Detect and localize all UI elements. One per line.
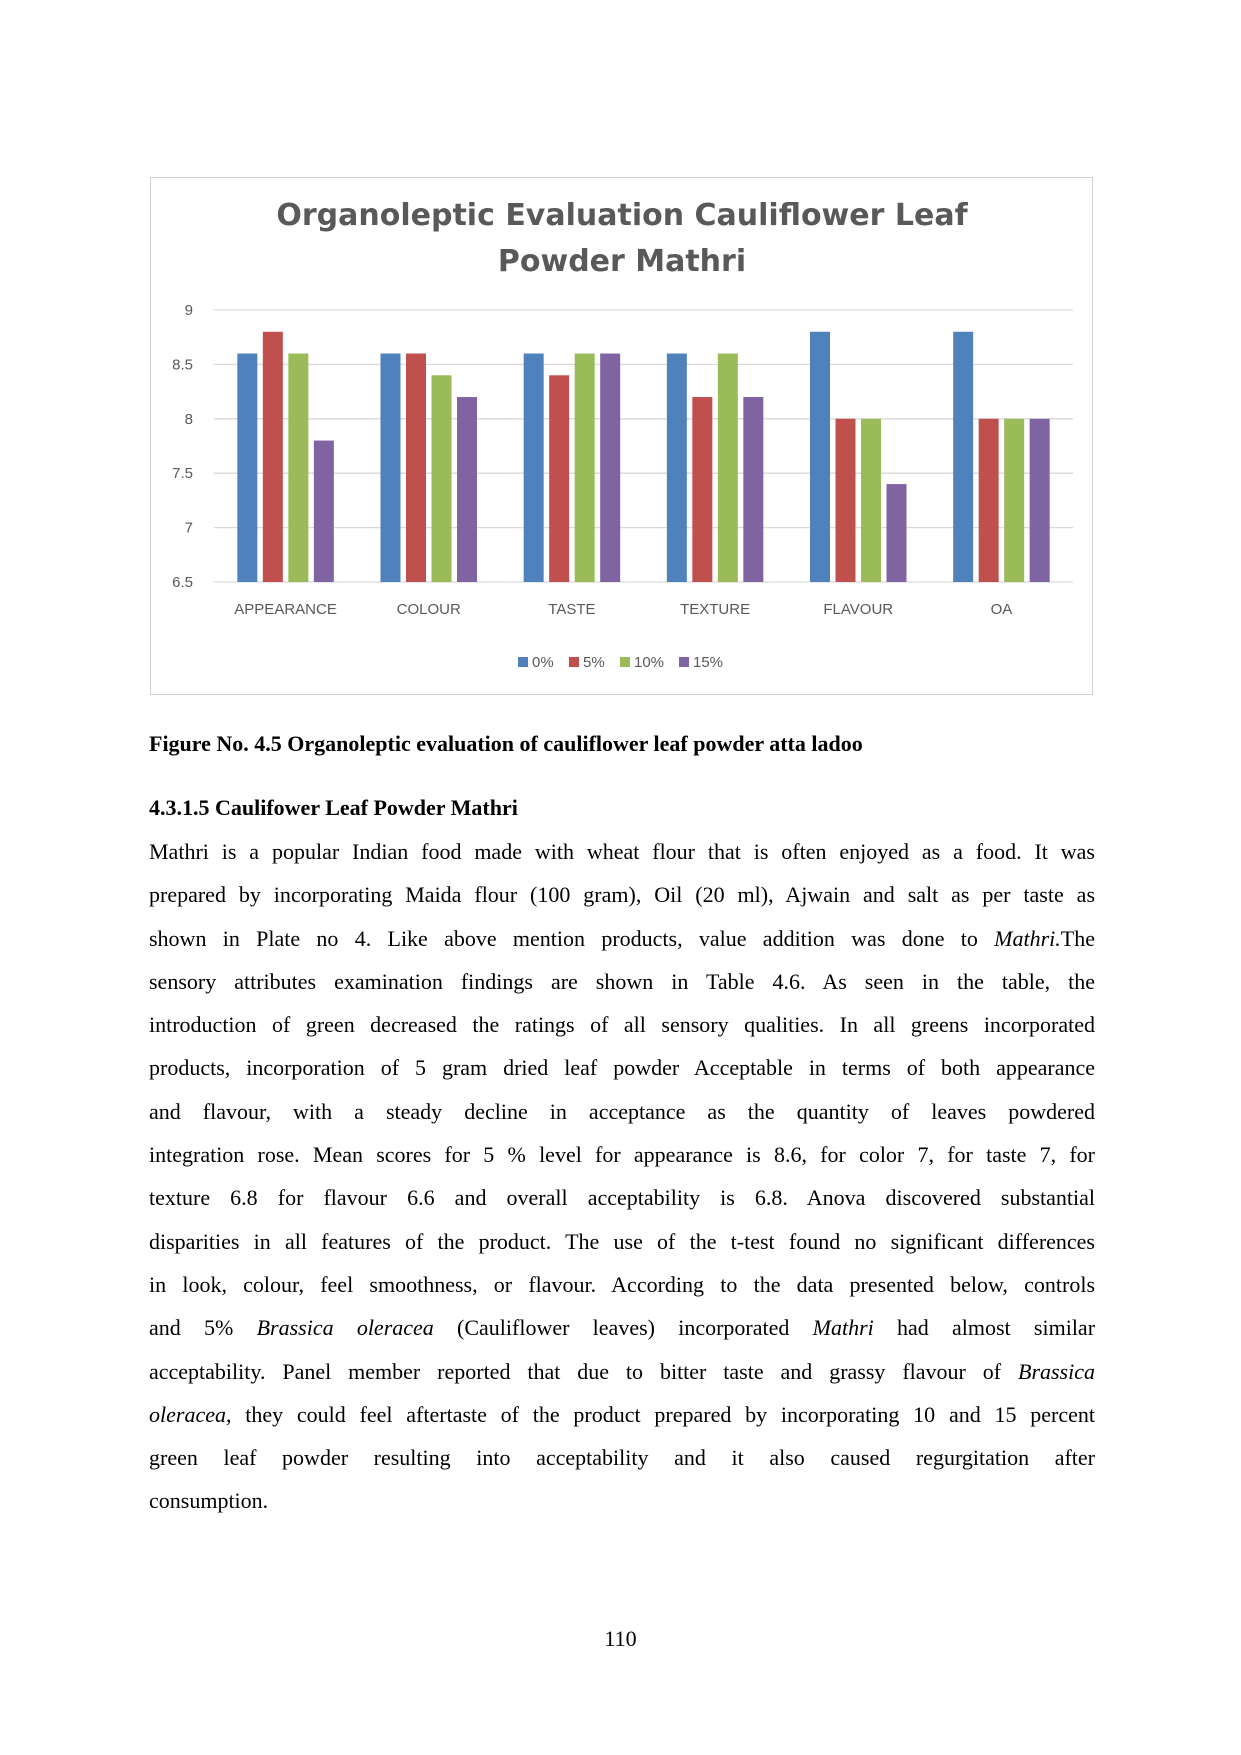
bar-appearance-10pct: [288, 354, 308, 582]
body-line: prepared by incorporating Maida flour (100 gram), Oil (20 ml), Ajwain and salt as per taste as: [149, 882, 1095, 908]
y-tick-label: 8: [184, 410, 193, 428]
body-line: green leaf powder resulting into acceptability and it also caused regurgitation after: [149, 1445, 1095, 1471]
section-heading: 4.3.1.5 Caulifower Leaf Powder Mathri: [149, 795, 518, 820]
bar-colour-0pct: [381, 354, 401, 582]
body-line: sensory attributes examination findings are shown in Table 4.6. As seen in the table, the: [149, 968, 1095, 994]
bar-chart: [151, 178, 1094, 696]
body-line: in look, colour, feel smoothness, or flavour. According to the data presented below, controls: [149, 1271, 1095, 1297]
body-line: disparities in all features of the product. The use of the t-test found no significant differences: [149, 1228, 1095, 1254]
chart-title-line: Powder Mathri: [497, 244, 747, 279]
bar-texture-10pct: [718, 354, 738, 582]
bar-oa-15pct: [1030, 419, 1050, 582]
x-category-label: APPEARANCE: [234, 601, 337, 618]
x-category-label: TEXTURE: [680, 601, 751, 618]
legend-swatch: [569, 657, 579, 667]
legend-swatch: [679, 657, 689, 667]
bar-oa-0pct: [953, 332, 973, 582]
bar-oa-10pct: [1004, 419, 1024, 582]
x-category-label: FLAVOUR: [823, 601, 894, 618]
body-line: shown in Plate no 4. Like above mention products, value addition was done to Mathri.The: [149, 925, 1095, 951]
bar-flavour-0pct: [810, 332, 830, 582]
chart-title-line: Organoleptic Evaluation Cauliflower Leaf: [276, 198, 968, 233]
body-line: Mathri is a popular Indian food made with wheat flour that is often enjoyed as a food. It was: [149, 839, 1095, 864]
x-category-label: COLOUR: [396, 601, 461, 618]
legend-swatch: [518, 657, 528, 667]
bar-texture-5pct: [692, 397, 712, 582]
body-line: texture 6.8 for flavour 6.6 and overall acceptability is 6.8. Anova discovered substantial: [149, 1185, 1095, 1211]
bar-texture-0pct: [667, 354, 687, 582]
legend-label: 5%: [583, 654, 605, 671]
bar-taste-0pct: [524, 354, 544, 582]
y-tick-label: 7.5: [172, 465, 193, 483]
bar-colour-5pct: [406, 354, 426, 582]
bar-oa-5pct: [979, 419, 999, 582]
body-paragraph: [149, 830, 1095, 1523]
bar-taste-15pct: [600, 354, 620, 582]
body-line: introduction of green decreased the ratings of all sensory qualities. In all greens incorporated: [149, 1012, 1095, 1038]
bar-taste-5pct: [549, 375, 569, 582]
y-tick-label: 7: [184, 519, 193, 537]
bar-colour-15pct: [457, 397, 477, 582]
bar-appearance-15pct: [314, 441, 334, 582]
body-line: acceptability. Panel member reported that due to bitter taste and grassy flavour of Brassica: [149, 1358, 1095, 1384]
bar-flavour-10pct: [861, 419, 881, 582]
body-line: and 5% Brassica oleracea (Cauliflower leaves) incorporated Mathri had almost similar: [149, 1315, 1096, 1341]
legend-swatch: [620, 657, 630, 667]
body-line: and flavour, with a steady decline in acceptance as the quantity of leaves powdered: [149, 1098, 1095, 1124]
chart-container: [150, 177, 1093, 695]
x-category-label: OA: [990, 601, 1013, 618]
legend-label: 15%: [693, 654, 724, 671]
bar-taste-10pct: [575, 354, 595, 582]
page-number: 110: [604, 1626, 637, 1651]
bar-appearance-0pct: [237, 354, 257, 582]
body-line: products, incorporation of 5 gram dried leaf powder Acceptable in terms of both appearance: [149, 1055, 1095, 1081]
bar-flavour-5pct: [836, 419, 856, 582]
legend-label: 0%: [532, 654, 554, 671]
bar-flavour-15pct: [887, 484, 907, 582]
y-tick-label: 8.5: [172, 356, 193, 374]
bar-colour-10pct: [432, 375, 452, 582]
figure-caption: Figure No. 4.5 Organoleptic evaluation of cauliflower leaf powder atta ladoo: [149, 731, 863, 756]
x-category-label: TASTE: [548, 601, 596, 618]
bar-appearance-5pct: [263, 332, 283, 582]
body-line: consumption.: [149, 1488, 269, 1514]
body-line: oleracea, they could feel aftertaste of the product prepared by incorporating 10 and 15 percent: [149, 1401, 1095, 1427]
y-tick-label: 9: [184, 302, 193, 319]
legend-label: 10%: [634, 654, 665, 671]
y-tick-label: 6.5: [172, 574, 193, 591]
body-line: integration rose. Mean scores for 5 % level for appearance is 8.6, for color 7, for taste 7, for: [149, 1142, 1095, 1168]
bar-texture-15pct: [743, 397, 763, 582]
